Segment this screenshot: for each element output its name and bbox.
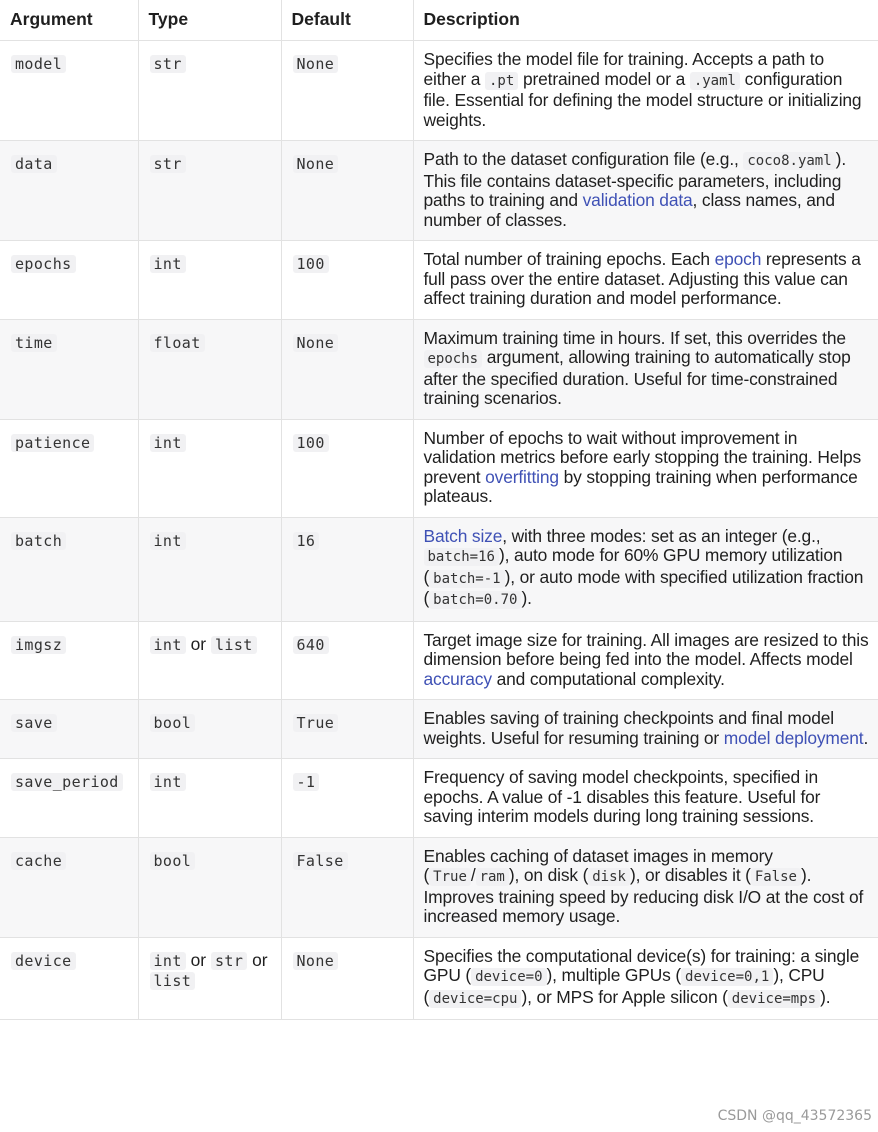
default-cell <box>281 937 413 1020</box>
default-value: None <box>293 155 339 173</box>
header-default: Default <box>281 0 413 41</box>
type-cell <box>138 141 281 241</box>
description-text: Total number of training epochs. Each <box>423 249 715 269</box>
description-text: ), or auto mode with specified utilization fraction ( <box>423 566 864 608</box>
description-text: . <box>863 727 869 748</box>
table-row <box>0 517 878 621</box>
type-value: str <box>150 55 186 73</box>
default-cell <box>281 759 413 838</box>
default-value: True <box>293 714 339 732</box>
description-text: ). Improves training speed by reducing disk I/O at the cost of increased memory usage. <box>423 865 864 926</box>
description-cell <box>413 241 878 320</box>
type-cell <box>138 837 281 937</box>
inline-code: disk <box>588 868 630 886</box>
description-cell <box>413 419 878 517</box>
type-value: str <box>150 155 186 173</box>
description-cell <box>413 937 878 1020</box>
type-value: int <box>150 255 186 273</box>
inline-code: .yaml <box>690 72 740 90</box>
description-cell <box>413 700 878 759</box>
header-type: Type <box>138 0 281 41</box>
inline-code: device=mps <box>728 990 820 1008</box>
glossary-link[interactable]: validation data <box>582 190 693 210</box>
type-joiner: or <box>190 949 207 970</box>
type-value: int <box>150 773 186 791</box>
default-cell <box>281 41 413 141</box>
argument-name: device <box>11 952 76 970</box>
type-cell <box>138 621 281 700</box>
description-text: ), or MPS for Apple silicon ( <box>521 986 728 1007</box>
table-row <box>0 700 878 759</box>
description-text: ). This file contains dataset-specific parameters, including paths to training and <box>423 149 846 210</box>
argument-name: cache <box>11 852 66 870</box>
description-text: , class names, and number of classes. <box>423 190 835 230</box>
description-text: Enables saving of training checkpoints and final model weights. Useful for resuming training or <box>423 708 834 748</box>
default-value: 640 <box>293 636 329 654</box>
table-row <box>0 41 878 141</box>
description-text: Number of epochs to wait without improvement in validation metrics before early stopping the training. Helps prevent <box>423 427 862 487</box>
default-cell <box>281 141 413 241</box>
description-text: ). <box>820 986 831 1007</box>
argument-cell <box>0 517 138 621</box>
default-value: None <box>293 952 339 970</box>
inline-code: coco8.yaml <box>743 152 835 170</box>
default-cell <box>281 517 413 621</box>
description-cell <box>413 141 878 241</box>
inline-code: batch=16 <box>424 548 499 566</box>
argument-cell <box>0 319 138 419</box>
description-text: Target image size for training. All images are resized to this dimension before being fed into the model. Affects model <box>423 629 869 669</box>
inline-code: ram <box>476 868 509 886</box>
argument-name: epochs <box>11 255 76 273</box>
default-cell <box>281 241 413 320</box>
default-cell <box>281 700 413 759</box>
description-text: Maximum training time in hours. If set, this overrides the <box>423 327 846 348</box>
type-cell <box>138 319 281 419</box>
description-text: Specifies the computational device(s) for training: a single GPU ( <box>423 945 860 985</box>
argument-cell <box>0 759 138 838</box>
glossary-link[interactable]: overfitting <box>485 466 559 487</box>
inline-code: batch=0.70 <box>429 591 521 609</box>
inline-code: False <box>751 868 801 886</box>
header-description: Description <box>413 0 878 41</box>
glossary-link[interactable]: model deployment <box>723 727 864 748</box>
glossary-link[interactable]: epoch <box>714 249 762 269</box>
table-row <box>0 419 878 517</box>
header-row <box>0 0 878 41</box>
type-cell <box>138 759 281 838</box>
argument-cell <box>0 419 138 517</box>
argument-name: data <box>11 155 57 173</box>
type-cell <box>138 937 281 1020</box>
table-body <box>0 41 878 1020</box>
description-text: / <box>470 865 476 885</box>
header-argument: Argument <box>0 0 138 41</box>
argument-cell <box>0 621 138 700</box>
argument-name: model <box>11 55 66 73</box>
argument-cell <box>0 241 138 320</box>
argument-cell <box>0 41 138 141</box>
description-text: ), or disables it ( <box>629 865 751 885</box>
description-text: configuration file. Essential for defining the model structure or initializing weights. <box>423 68 862 130</box>
argument-name: imgsz <box>11 636 66 654</box>
default-cell <box>281 621 413 700</box>
inline-code: device=0 <box>471 968 546 986</box>
default-value: None <box>293 55 339 73</box>
type-value: bool <box>150 852 196 870</box>
description-text: by stopping training when performance plateaus. <box>423 466 858 506</box>
type-value: int <box>150 952 186 970</box>
type-cell <box>138 241 281 320</box>
watermark: CSDN @qq_43572365 <box>717 1108 872 1124</box>
default-cell <box>281 837 413 937</box>
inline-code: .pt <box>485 72 518 90</box>
description-text: ), multiple GPUs ( <box>546 965 682 985</box>
description-text: Enables caching of dataset images in memory ( <box>423 845 773 885</box>
inline-code: epochs <box>424 350 483 368</box>
description-text: argument, allowing training to automatically stop after the specified duration. Useful for time-constrained training scenarios. <box>423 347 851 408</box>
argument-cell <box>0 937 138 1020</box>
table-row <box>0 937 878 1020</box>
type-value: int <box>150 434 186 452</box>
glossary-link[interactable]: accuracy <box>423 668 492 689</box>
default-cell <box>281 419 413 517</box>
type-cell <box>138 700 281 759</box>
description-text: , with three modes: set as an integer (e.g., <box>502 525 821 546</box>
default-value: 100 <box>293 434 329 452</box>
description-text: pretrained model or a <box>518 68 690 89</box>
glossary-link[interactable]: Batch size <box>423 525 503 546</box>
argument-cell <box>0 141 138 241</box>
default-value: 100 <box>293 255 329 273</box>
type-cell <box>138 41 281 141</box>
type-value: float <box>150 334 205 352</box>
description-text: ), CPU ( <box>423 965 825 1007</box>
type-cell <box>138 517 281 621</box>
type-value: list <box>211 636 257 654</box>
argument-name: patience <box>11 434 94 452</box>
table-row <box>0 837 878 937</box>
inline-code: device=0,1 <box>681 968 773 986</box>
table-row <box>0 141 878 241</box>
inline-code: device=cpu <box>429 990 521 1008</box>
inline-code: batch=-1 <box>429 570 504 588</box>
table-row <box>0 621 878 700</box>
description-cell <box>413 41 878 141</box>
argument-name: save_period <box>11 773 123 791</box>
argument-name: save <box>11 714 57 732</box>
type-value: str <box>211 952 247 970</box>
argument-name: batch <box>11 532 66 550</box>
description-text: ). <box>521 588 532 608</box>
table-row <box>0 241 878 320</box>
description-cell <box>413 837 878 937</box>
description-text: Frequency of saving model checkpoints, specified in epochs. A value of -1 disables this feature. Useful for saving interim models during long training sessions. <box>423 767 821 826</box>
description-cell <box>413 759 878 838</box>
type-joiner: or <box>190 633 207 654</box>
argument-cell <box>0 700 138 759</box>
default-value: -1 <box>293 773 320 791</box>
description-text: Path to the dataset configuration file (e.g., <box>423 149 744 169</box>
description-cell <box>413 621 878 700</box>
argument-name: time <box>11 334 57 352</box>
description-text: ), on disk ( <box>508 865 589 885</box>
type-value: int <box>150 532 186 550</box>
description-cell <box>413 319 878 419</box>
table-row <box>0 759 878 838</box>
description-text: and computational complexity. <box>491 668 725 689</box>
type-joiner: or <box>252 949 268 970</box>
table-row <box>0 319 878 419</box>
description-text: Specifies the model file for training. Accepts a path to either a <box>423 49 825 89</box>
inline-code: True <box>429 868 471 886</box>
type-value: list <box>150 972 196 990</box>
description-text: ), auto mode for 60% GPU memory utilization ( <box>423 545 843 587</box>
argument-cell <box>0 837 138 937</box>
type-value: int <box>150 636 186 654</box>
type-cell <box>138 419 281 517</box>
description-text: represents a full pass over the entire dataset. Adjusting this value can affect training duration and model performance. <box>423 249 861 308</box>
type-value: bool <box>150 714 196 732</box>
default-value: None <box>293 334 339 352</box>
default-cell <box>281 319 413 419</box>
default-value: False <box>293 852 348 870</box>
default-value: 16 <box>293 532 320 550</box>
description-cell <box>413 517 878 621</box>
